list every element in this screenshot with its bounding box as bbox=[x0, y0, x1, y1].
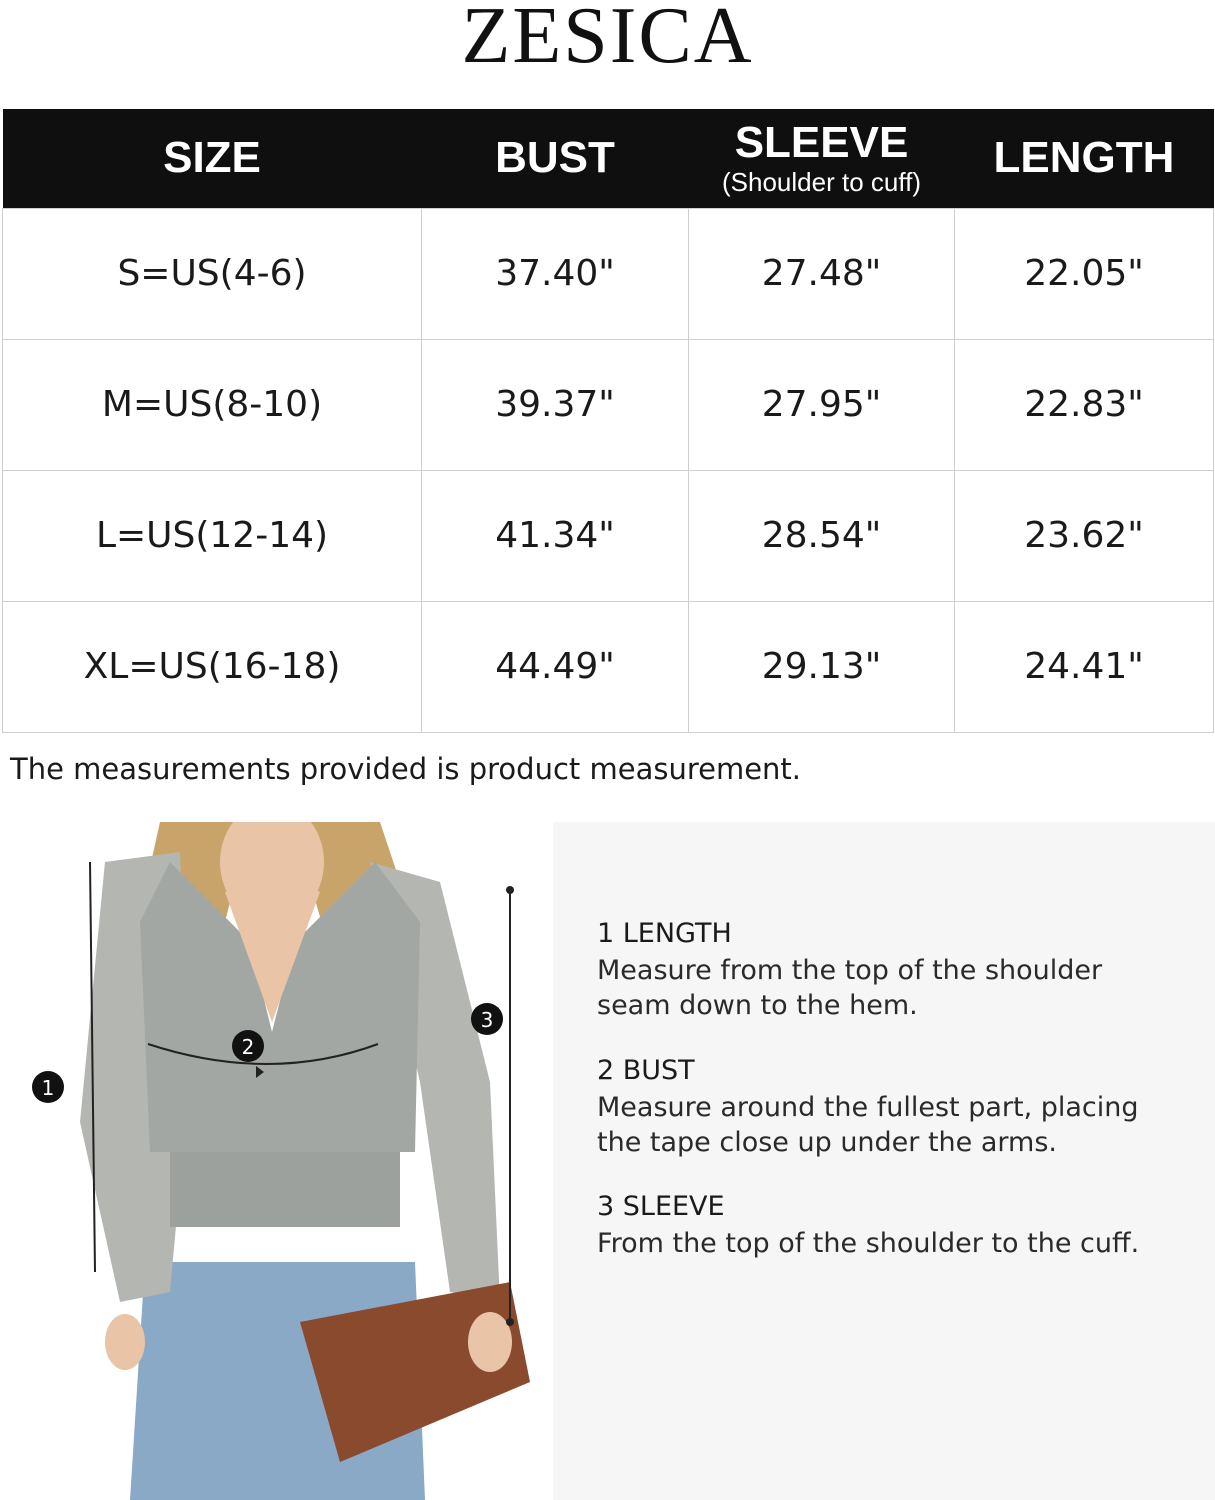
step-description: Measure around the fullest part, placing bbox=[597, 1092, 1139, 1123]
step-description: Measure from the top of the shoulder bbox=[597, 955, 1103, 986]
step-description: seam down to the hem. bbox=[597, 990, 918, 1021]
header-sleeve-sub: (Shoulder to cuff) bbox=[722, 167, 921, 198]
cell-sleeve: 29.13" bbox=[689, 601, 955, 732]
marker-3 bbox=[471, 1003, 503, 1035]
brand-logo: ZESICA bbox=[461, 0, 754, 80]
table-row bbox=[3, 339, 1214, 470]
sleeve-start-dot bbox=[506, 886, 514, 894]
table-header-row bbox=[3, 109, 1214, 208]
model-photo bbox=[20, 822, 540, 1500]
table-row bbox=[3, 208, 1214, 339]
step-heading: 1 LENGTH bbox=[597, 918, 732, 949]
header-sleeve-label: SLEEVE bbox=[734, 118, 909, 168]
guide-step-length bbox=[597, 918, 1197, 1023]
step-heading: 2 BUST bbox=[597, 1055, 695, 1086]
waistband-shape bbox=[170, 1152, 400, 1227]
cell-size: L=US(12-14) bbox=[3, 470, 422, 601]
size-chart-table bbox=[2, 109, 1214, 733]
cell-bust: 39.37" bbox=[422, 339, 689, 470]
header-bust: BUST bbox=[422, 109, 689, 208]
cell-length: 22.05" bbox=[955, 208, 1214, 339]
cell-bust: 44.49" bbox=[422, 601, 689, 732]
cell-length: 24.41" bbox=[955, 601, 1214, 732]
marker-1 bbox=[32, 1071, 64, 1103]
cell-bust: 41.34" bbox=[422, 470, 689, 601]
cell-length: 23.62" bbox=[955, 470, 1214, 601]
table-row bbox=[3, 470, 1214, 601]
model-illustration bbox=[20, 822, 540, 1500]
measurement-note: The measurements provided is product measurement. bbox=[10, 752, 802, 786]
sleeve-end-dot bbox=[506, 1318, 514, 1326]
left-hand-shape bbox=[105, 1314, 145, 1370]
right-hand-shape bbox=[468, 1312, 512, 1372]
guide-step-bust bbox=[597, 1055, 1197, 1160]
step-description: the tape close up under the arms. bbox=[597, 1127, 1057, 1158]
cell-length: 22.83" bbox=[955, 339, 1214, 470]
cell-size: M=US(8-10) bbox=[3, 339, 422, 470]
header-sleeve bbox=[689, 109, 955, 208]
cell-size: S=US(4-6) bbox=[3, 208, 422, 339]
marker-2 bbox=[232, 1030, 264, 1062]
step-heading: 3 SLEEVE bbox=[597, 1191, 725, 1222]
cell-size: XL=US(16-18) bbox=[3, 601, 422, 732]
measure-guide-panel bbox=[553, 822, 1215, 1500]
cell-bust: 37.40" bbox=[422, 208, 689, 339]
svg-text:3: 3 bbox=[480, 1008, 494, 1032]
cell-sleeve: 27.48" bbox=[689, 208, 955, 339]
svg-text:2: 2 bbox=[241, 1035, 255, 1059]
cell-sleeve: 28.54" bbox=[689, 470, 955, 601]
table-row bbox=[3, 601, 1214, 732]
header-size: SIZE bbox=[3, 109, 422, 208]
svg-text:1: 1 bbox=[41, 1076, 55, 1100]
cell-sleeve: 27.95" bbox=[689, 339, 955, 470]
guide-step-sleeve bbox=[597, 1191, 1197, 1261]
step-description: From the top of the shoulder to the cuff. bbox=[597, 1228, 1140, 1259]
header-length: LENGTH bbox=[955, 109, 1214, 208]
